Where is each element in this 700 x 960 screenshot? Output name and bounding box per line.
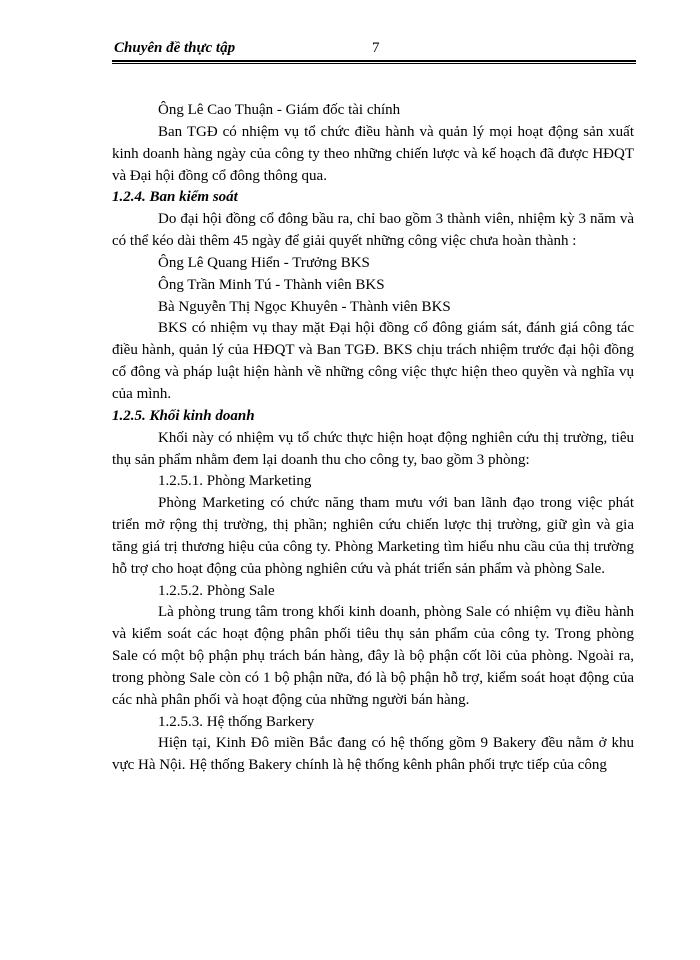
paragraph-tgd-duties: Ban TGĐ có nhiệm vụ tổ chức điều hành và quản lý mọi hoạt động sản xuất kinh doanh hàng ngày của công ty theo những chiến lược và kế hoạch đã được HĐQT và Đại hội đồng cổ đông thông qua.: [112, 123, 634, 184]
paragraph-bks-member-3: Bà Nguyễn Thị Ngọc Khuyên - Thành viên BKS: [158, 298, 451, 315]
section-heading-1-2-4: 1.2.4. Ban kiểm soát: [112, 189, 238, 206]
page-header: [112, 40, 634, 61]
document-body: [112, 100, 634, 777]
page-number: 7: [372, 40, 380, 56]
subheading-sale: 1.2.5.2. Phòng Sale: [158, 582, 275, 599]
header-title: Chuyên đề thực tập: [114, 40, 236, 56]
paragraph-business-block: Khối này có nhiệm vụ tổ chức thực hiện hoạt động nghiên cứu thị trường, tiêu thụ sản phẩm nhằm đem lại doanh thu cho công ty, bao gồm 3 phòng:: [112, 429, 634, 468]
paragraph-bakery: Hiện tại, Kinh Đô miền Bắc đang có hệ thống gồm 9 Bakery đều nằm ở khu vực Hà Nội. Hệ thống Bakery chính là hệ thống kênh phân phối trực tiếp của công: [112, 735, 634, 774]
paragraph-bks-member-1: Ông Lê Quang Hiển - Trưởng BKS: [158, 254, 370, 271]
paragraph-cfo: Ông Lê Cao Thuận - Giám đốc tài chính: [158, 102, 401, 118]
section-heading-1-2-5: 1.2.5. Khối kinh doanh: [112, 407, 255, 424]
subheading-marketing: 1.2.5.1. Phòng Marketing: [158, 473, 312, 490]
subheading-bakery: 1.2.5.3. Hệ thống Barkery: [158, 713, 315, 730]
header-rule-thick: [112, 60, 636, 62]
paragraph-marketing: Phòng Marketing có chức năng tham mưu với ban lãnh đạo trong việc phát triển mở rộng thị trường, thị phần; nghiên cứu chiến lược thị trường, giữ gìn và gia tăng giá trị thương hiệu của công ty. Phòng Marketing tìm hiểu nhu cầu của thị trường hỗ trợ cho hoạt động của phòng nghiên cứu và phát triển sản phẩm và phòng Sale.: [112, 495, 634, 577]
paragraph-bks-member-2: Ông Trần Minh Tú - Thành viên BKS: [158, 276, 385, 293]
header-rule-thin: [112, 63, 636, 64]
paragraph-sale: Là phòng trung tâm trong khối kinh doanh, phòng Sale có nhiệm vụ điều hành và kiểm soát các hoạt động phân phối tiêu thụ sản phẩm của công ty. Trong phòng Sale có một bộ phận phụ trách bán hàng, đây là bộ phận cốt lõi của phòng. Ngoài ra, trong phòng Sale còn có 1 bộ phận nữa, đó là bộ phận hỗ trợ, kiểm soát hoạt động của các nhà phân phối và hoạt động của những người bán hàng.: [112, 604, 634, 708]
paragraph-bks-duties: BKS có nhiệm vụ thay mặt Đại hội đồng cổ đông giám sát, đánh giá công tác điều hành, quản lý của HĐQT và Ban TGĐ. BKS chịu trách nhiệm trước đại hội đồng cổ đông và pháp luật hiện hành về những công việc thực hiện theo quyền và nghĩa vụ của mình.: [112, 320, 634, 402]
paragraph-bks-intro: Do đại hội đồng cổ đông bầu ra, chỉ bao gồm 3 thành viên, nhiệm kỳ 3 năm và có thể kéo dài thêm 45 ngày để giải quyết những công việc chưa hoàn thành :: [112, 211, 634, 250]
